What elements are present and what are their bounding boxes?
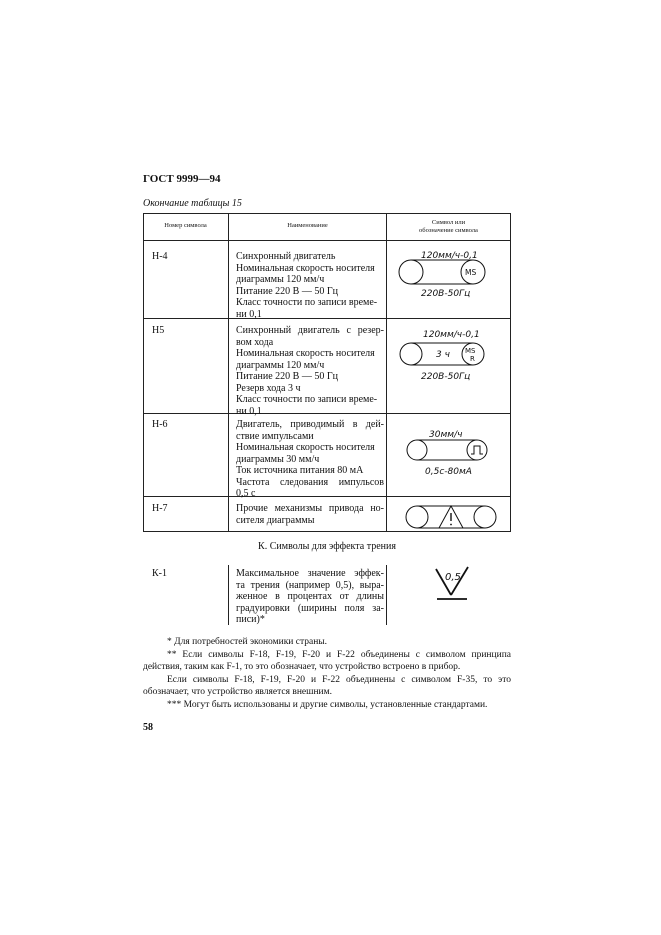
header-number: Номер символа <box>164 222 207 229</box>
name-line: Номинальная скорость носителя <box>236 348 375 359</box>
header-symbol-line-2: обозначение символа <box>419 227 478 234</box>
roller-circle <box>400 343 422 365</box>
roller-circle <box>399 260 423 284</box>
name-line: женное в процентах от длины <box>236 591 384 602</box>
symbols-table <box>143 213 511 630</box>
header-symbol <box>387 219 510 235</box>
table-top-border <box>143 213 511 214</box>
row-code: Н-4 <box>152 251 168 262</box>
name-line: Ток источника питания 80 мА <box>236 465 364 476</box>
row-name <box>236 568 384 626</box>
body-left-border <box>143 240 144 531</box>
row-name <box>236 251 384 320</box>
body-divider-1 <box>228 240 229 531</box>
name-line: Прочие механизмы привода но- <box>236 503 384 514</box>
body-divider-2 <box>386 240 387 531</box>
name-line: Питание 220 В — 50 Гц <box>236 285 338 297</box>
name-line: 0,5 с <box>236 488 256 499</box>
motor-badge: MS <box>465 347 476 355</box>
header-name: Наименование <box>287 222 328 229</box>
header-symbol-line-1: Символ или <box>431 219 466 226</box>
section-title: К. Символы для эффекта трения <box>258 541 396 552</box>
friction-value: 0,5 <box>445 572 461 583</box>
name-line: ни 0,1 <box>236 405 262 417</box>
name-line: ствие импульсами <box>236 430 314 442</box>
row-separator-4 <box>143 531 511 532</box>
header-right-border <box>510 213 511 240</box>
name-line: Частота следования импульсов <box>236 476 384 488</box>
friction-effect-symbol <box>431 563 481 603</box>
roller-circle <box>406 506 428 528</box>
synchronous-motor-symbol <box>393 246 505 298</box>
row-code: Н5 <box>152 325 165 336</box>
header-bottom-border <box>143 240 511 241</box>
footnote: *** Могут быть использованы и другие символы, установленные стандартами. <box>167 699 488 710</box>
name-line: Резерв хода 3 ч <box>236 382 301 394</box>
symbol-reserve-label: 3 ч <box>436 350 450 360</box>
name-line: градуировки (ширины поля за- <box>236 602 384 614</box>
footnote: Если символы F-18, F-19, F-20 и F-22 объединены с символом F-35, то это обозначает, что устройство является внешним. <box>143 674 511 697</box>
name-line: сителя диаграммы <box>236 514 315 526</box>
row-name <box>236 325 384 417</box>
friction-divider-2 <box>386 565 387 625</box>
symbol-power-label: 220В-50Гц <box>421 289 471 298</box>
row-code: Н-6 <box>152 419 168 430</box>
exclamation-dot <box>450 524 452 526</box>
name-line: диаграммы 30 мм/ч <box>236 453 320 465</box>
name-line: Класс точности по записи време- <box>236 394 378 405</box>
symbol-speed-label: 120мм/ч-0,1 <box>423 330 480 340</box>
motor-badge: MS <box>465 268 477 277</box>
name-line: Синхронный двигатель с резер- <box>236 325 384 336</box>
friction-divider-1 <box>228 565 229 625</box>
name-line: диаграммы 120 мм/ч <box>236 359 325 371</box>
footnotes <box>143 636 511 711</box>
name-line: Номинальная скорость носителя <box>236 262 375 274</box>
name-line: писи)* <box>236 614 265 625</box>
name-line: Синхронный двигатель <box>236 251 336 262</box>
roller-circle <box>407 440 427 460</box>
body-right-border <box>510 240 511 531</box>
name-line: Двигатель, приводимый в дей- <box>236 419 384 430</box>
footnote: * Для потребностей экономики страны. <box>167 637 328 647</box>
reserve-badge: R <box>470 355 475 363</box>
row-name <box>236 419 384 500</box>
row-code: К-1 <box>152 568 167 579</box>
symbol-speed-label: 30мм/ч <box>429 430 463 440</box>
footnote: ** Если символы F-18, F-19, F-20 и F-22 объединены с символом принципа действия, таким как F-1, то это обозначает, что устройство встроено в прибор. <box>143 649 511 672</box>
synchronous-motor-reserve-symbol <box>393 325 505 381</box>
name-line: ни 0,1 <box>236 308 262 320</box>
name-line: диаграммы 120 мм/ч <box>236 274 325 285</box>
name-line: та трения (например 0,5), выра- <box>236 579 384 591</box>
row-code: Н-7 <box>152 503 168 514</box>
roller-circle <box>474 506 496 528</box>
name-line: Питание 220 В — 50 Гц <box>236 371 338 382</box>
symbol-speed-label: 120мм/ч-0,1 <box>421 251 478 261</box>
name-line: Максимальное значение эффек- <box>236 568 384 579</box>
name-line: Класс точности по записи време- <box>236 297 378 308</box>
pulse-icon <box>471 446 483 454</box>
symbol-power-label: 220В-50Гц <box>421 372 471 381</box>
symbol-power-label: 0,5с-80мА <box>425 467 472 477</box>
document-title: ГОСТ 9999—94 <box>143 173 221 185</box>
name-line: Номинальная скорость носителя <box>236 442 375 453</box>
motor-circle <box>467 440 487 460</box>
name-line: вом хода <box>236 336 274 348</box>
pulse-motor-symbol <box>393 427 505 477</box>
other-mechanisms-symbol <box>403 503 499 531</box>
page-number: 58 <box>143 722 153 733</box>
row-name <box>236 503 384 526</box>
table-subtitle: Окончание таблицы 15 <box>143 198 242 209</box>
